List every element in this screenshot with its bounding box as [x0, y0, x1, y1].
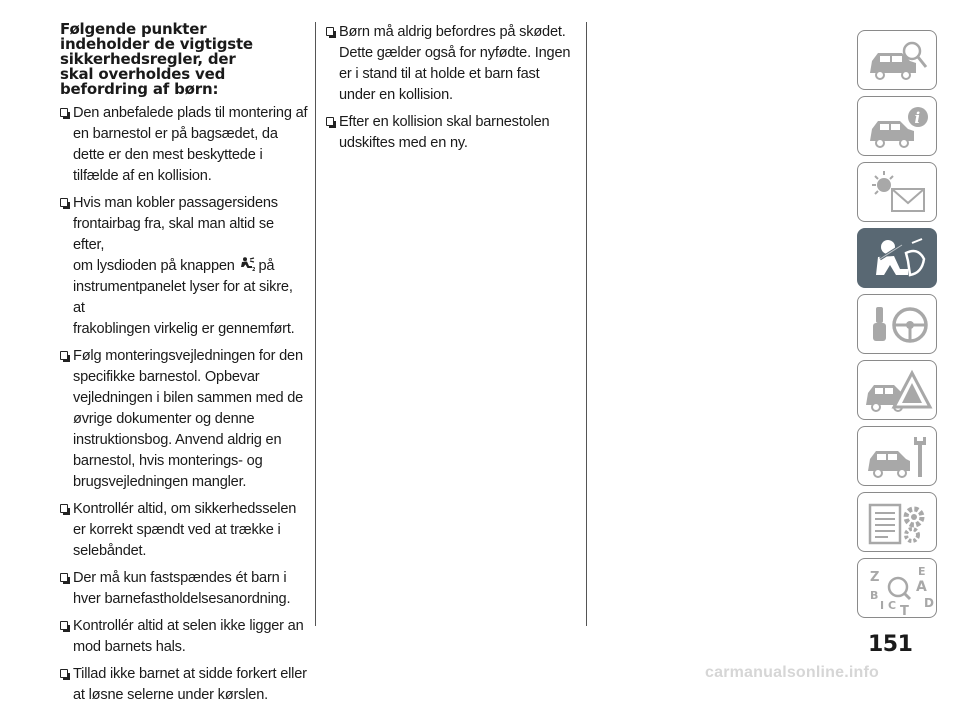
checkbox-bullet-icon [60, 108, 68, 117]
warning-light-envelope-icon [858, 163, 938, 223]
checkbox-bullet-icon [326, 117, 334, 126]
svg-text:C: C [888, 599, 897, 612]
bullet-item: Hvis man kobler passagersidens frontairbag fra, skal man altid se efter, om lysdioden på knappen 2 på instrumentpanelet lyser for at sikre, at frakoblingen virkelig er gennemført. [60, 193, 308, 340]
checkbox-bullet-icon [60, 669, 68, 678]
alphabet-index-icon [858, 559, 938, 619]
svg-text:2: 2 [251, 267, 255, 271]
car-search-icon [858, 31, 938, 91]
svg-text:B: B [870, 589, 879, 602]
tab-safety[interactable] [857, 228, 937, 288]
column-divider [315, 22, 316, 626]
bullet-item: Kontrollér altid at selen ikke ligger an mod barnets hals. [60, 616, 308, 658]
bullet-item: Tillad ikke barnet at sidde forkert eller at løsne selerne under kørslen. [60, 664, 308, 706]
watermark: carmanualsonline.info [705, 664, 880, 681]
bullet-item: Efter en kollision skal barnestolen udskiftes med en ny. [326, 112, 578, 154]
car-wrench-icon [858, 427, 938, 487]
data-gear-icon [858, 493, 938, 553]
bullet-item: Følg monteringsvejledningen for den specifikke barnestol. Opbevar vejledningen i bilen sammen med de øvrige dokumenter og denne instruktionsbog. Anvend aldrig en barnestol, hvis monterings- og brugsvejledningen mangler. [60, 346, 308, 493]
car-warning-triangle-icon [858, 361, 938, 421]
checkbox-bullet-icon [60, 504, 68, 513]
tab-index[interactable] [857, 558, 937, 618]
left-column [60, 22, 308, 712]
tab-car-info[interactable] [857, 96, 937, 156]
svg-text:A: A [916, 579, 927, 595]
tab-maintenance[interactable] [857, 426, 937, 486]
tab-technical-data[interactable] [857, 492, 937, 552]
tab-car-search[interactable] [857, 30, 937, 90]
bullet-item: Børn må aldrig befordres på skødet. Dette gælder også for nyfødte. Ingen er i stand til at holde et barn fast under en kollision. [326, 22, 578, 106]
bullet-item: Den anbefalede plads til montering af en barnestol er på bagsædet, da dette er den mest beskyttede i tilfælde af en kollision. [60, 103, 308, 187]
tab-starting-driving[interactable] [857, 294, 937, 354]
key-steering-wheel-icon [858, 295, 938, 355]
svg-text:i: i [914, 109, 921, 127]
section-heading: Følgende punkter indeholder de vigtigste sikkerhedsregler, der skal overholdes ved befordring af børn: [60, 20, 253, 98]
checkbox-bullet-icon [60, 198, 68, 207]
checkbox-bullet-icon [326, 27, 334, 36]
bullet-item: Der må kun fastspændes ét barn i hver barnefastholdelsesanordning. [60, 568, 308, 610]
svg-text:Z: Z [870, 570, 880, 585]
svg-text:D: D [924, 596, 934, 610]
bullet-item: Kontrollér altid, om sikkerhedsselen er korrekt spændt ved at trække i selebåndet. [60, 499, 308, 562]
right-column [326, 22, 578, 160]
seatbelt-airbag-icon [858, 229, 938, 289]
tab-emergency[interactable] [857, 360, 937, 420]
passenger-airbag-off-icon [239, 257, 255, 271]
column-divider [586, 22, 587, 626]
checkbox-bullet-icon [60, 573, 68, 582]
car-info-icon [858, 97, 938, 157]
page-number: 151 [868, 632, 913, 657]
tab-warning-lights[interactable] [857, 162, 937, 222]
svg-text:I: I [880, 599, 885, 612]
checkbox-bullet-icon [60, 621, 68, 630]
svg-text:T: T [900, 604, 909, 619]
checkbox-bullet-icon [60, 351, 68, 360]
svg-text:E: E [918, 565, 926, 578]
